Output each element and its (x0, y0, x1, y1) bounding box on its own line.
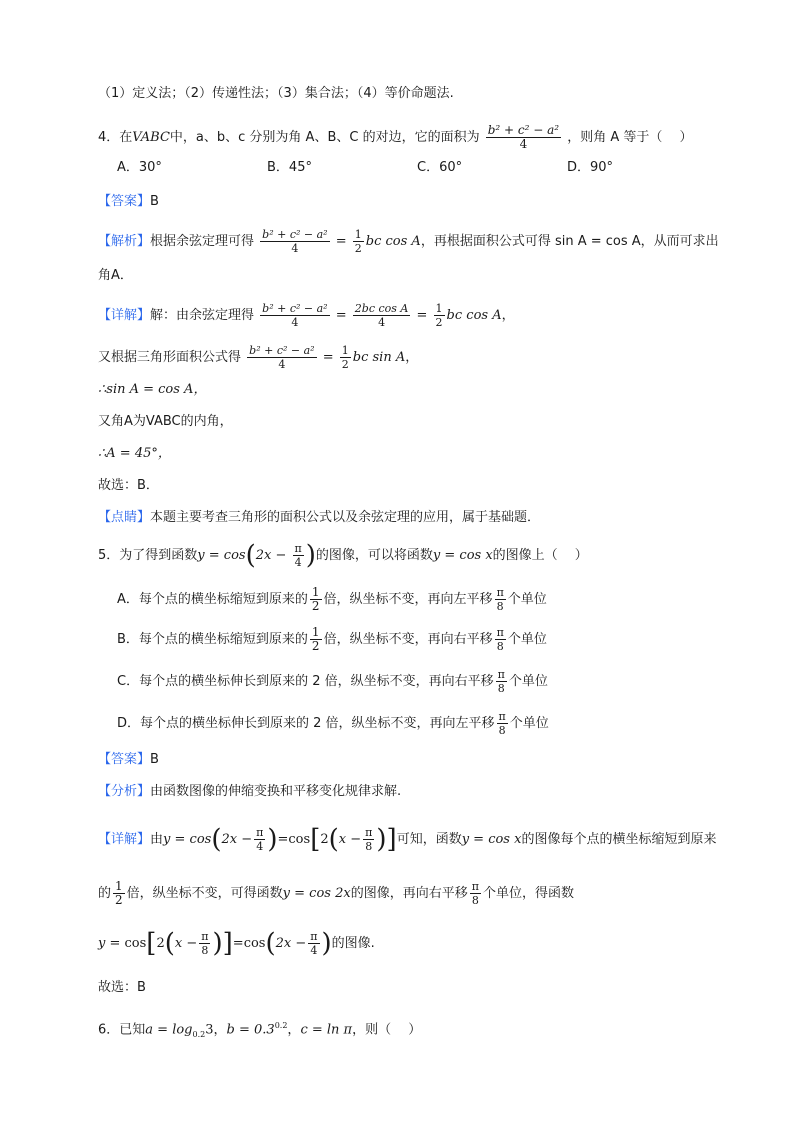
analysis-tag: 【分析】 (98, 784, 151, 799)
q5-choose: 故选：B (98, 980, 146, 995)
analysis-tag: 【解析】 (98, 234, 151, 249)
q4-detail-sin-cos: ∴sin A = cos A， (98, 382, 207, 397)
q4-analysis-cont: 角A． (98, 268, 133, 283)
prev-methods-line: （1）定义法；（2）传递性法；（3）集合法；（4）等价命题法. (98, 86, 454, 101)
q4-detail-result: ∴A = 45°， (98, 446, 171, 461)
q4-options (117, 158, 717, 178)
q4-detail-area: 又根据三角形面积公式得 $\frac{\text{b² + c² − a²}}{4}$ = $\frac{1}{2}$ bc sin A， (98, 344, 419, 371)
q4-answer: 【答案】B (98, 194, 159, 209)
q5-option-c[interactable]: C．每个点的横坐标伸长到原来的 2 倍，纵坐标不变，再向右平移 $\frac{\pi}{8}$ 个单位 (117, 668, 548, 695)
q5-option-d[interactable]: D．每个点的横坐标伸长到原来的 2 倍，纵坐标不变，再向左平移 $\frac{\pi}{8}$ 个单位 (117, 710, 549, 737)
answer-tag: 【答案】 (98, 752, 151, 767)
area-fraction: $\frac{\text{b² + c² − a²}}{4}$ (487, 123, 560, 151)
q5-stem: 5．为了得到函数y = cos(2x − $\frac{\pi}{4}$ )的图像，可以将函数y = cos x的图像上（ ） (98, 540, 588, 571)
q5-detail-result: y = cos[2(x − $\frac{\pi}{8}$ )]=cos(2x − $\frac{\pi}{4}$ )的图像. (98, 928, 375, 959)
q4-comment: 【点睛】本题主要考查三角形的面积公式以及余弦定理的应用，属于基础题． (98, 510, 541, 525)
answer-tag: 【答案】 (98, 194, 151, 209)
q5-answer: 【答案】B (98, 752, 159, 767)
q4-detail: 【详解】解：由余弦定理得 $\frac{\text{b² + c² − a²}}{4}$ = $\frac{\text{2bc cos A}}{4}$ = $\frac{1}{2}$ bc cos A， (98, 302, 515, 329)
q5-detail: 【详解】由y = cos(2x − $\frac{\pi}{4}$ )=cos[2(x − $\frac{\pi}{8}$ )]可知，函数y = cos x的图像每个点的横坐标缩短到原来 (98, 824, 717, 855)
q5-option-b[interactable]: B．每个点的横坐标缩短到原来的 $\frac{1}{2}$ 倍，纵坐标不变，再向右平移 $\frac{\pi}{8}$ 个单位 (117, 625, 547, 653)
q5-option-a[interactable]: A．每个点的横坐标缩短到原来的 $\frac{1}{2}$ 倍，纵坐标不变，再向左平移 $\frac{\pi}{8}$ 个单位 (117, 585, 547, 613)
q5-analysis: 【分析】由函数图像的伸缩变换和平移变化规律求解. (98, 784, 402, 799)
q6-stem: 6．已知$a = \log_{0.2}3$，$b = 0.3^{0.2}$，c = ln π，则（ ） (98, 1021, 422, 1039)
q4-option-a[interactable]: A．30° (117, 160, 162, 175)
q4-detail-angle: 又角A为VABC的内角， (98, 414, 233, 429)
q4-stem: 4．在VABC中，a、b、c 分别为角 A、B、C 的对边，它的面积为 $\frac{\text{b² + c² − a²}}{4}$ ，则角 A 等于（ ） (98, 123, 693, 151)
q4-option-d[interactable]: D．90° (567, 160, 614, 175)
q4-choose: 故选：B． (98, 478, 159, 493)
q4-option-c[interactable]: C．60° (417, 160, 463, 175)
q5-detail-cont: 的 $\frac{1}{2}$ 倍，纵坐标不变，可得函数y = cos 2x的图像，再向右平移 $\frac{\pi}{8}$ 个单位，得函数 (98, 879, 574, 907)
detail-tag: 【详解】 (98, 832, 151, 847)
q4-option-b[interactable]: B．45° (267, 160, 312, 175)
comment-tag: 【点睛】 (98, 510, 151, 525)
detail-tag: 【详解】 (98, 308, 151, 323)
q4-analysis: 【解析】根据余弦定理可得 $\frac{\text{b² + c² − a²}}{4}$ = $\frac{1}{2}$ bc cos A，再根据面积公式可得 sin A = cos A，从而可求出 (98, 228, 719, 255)
